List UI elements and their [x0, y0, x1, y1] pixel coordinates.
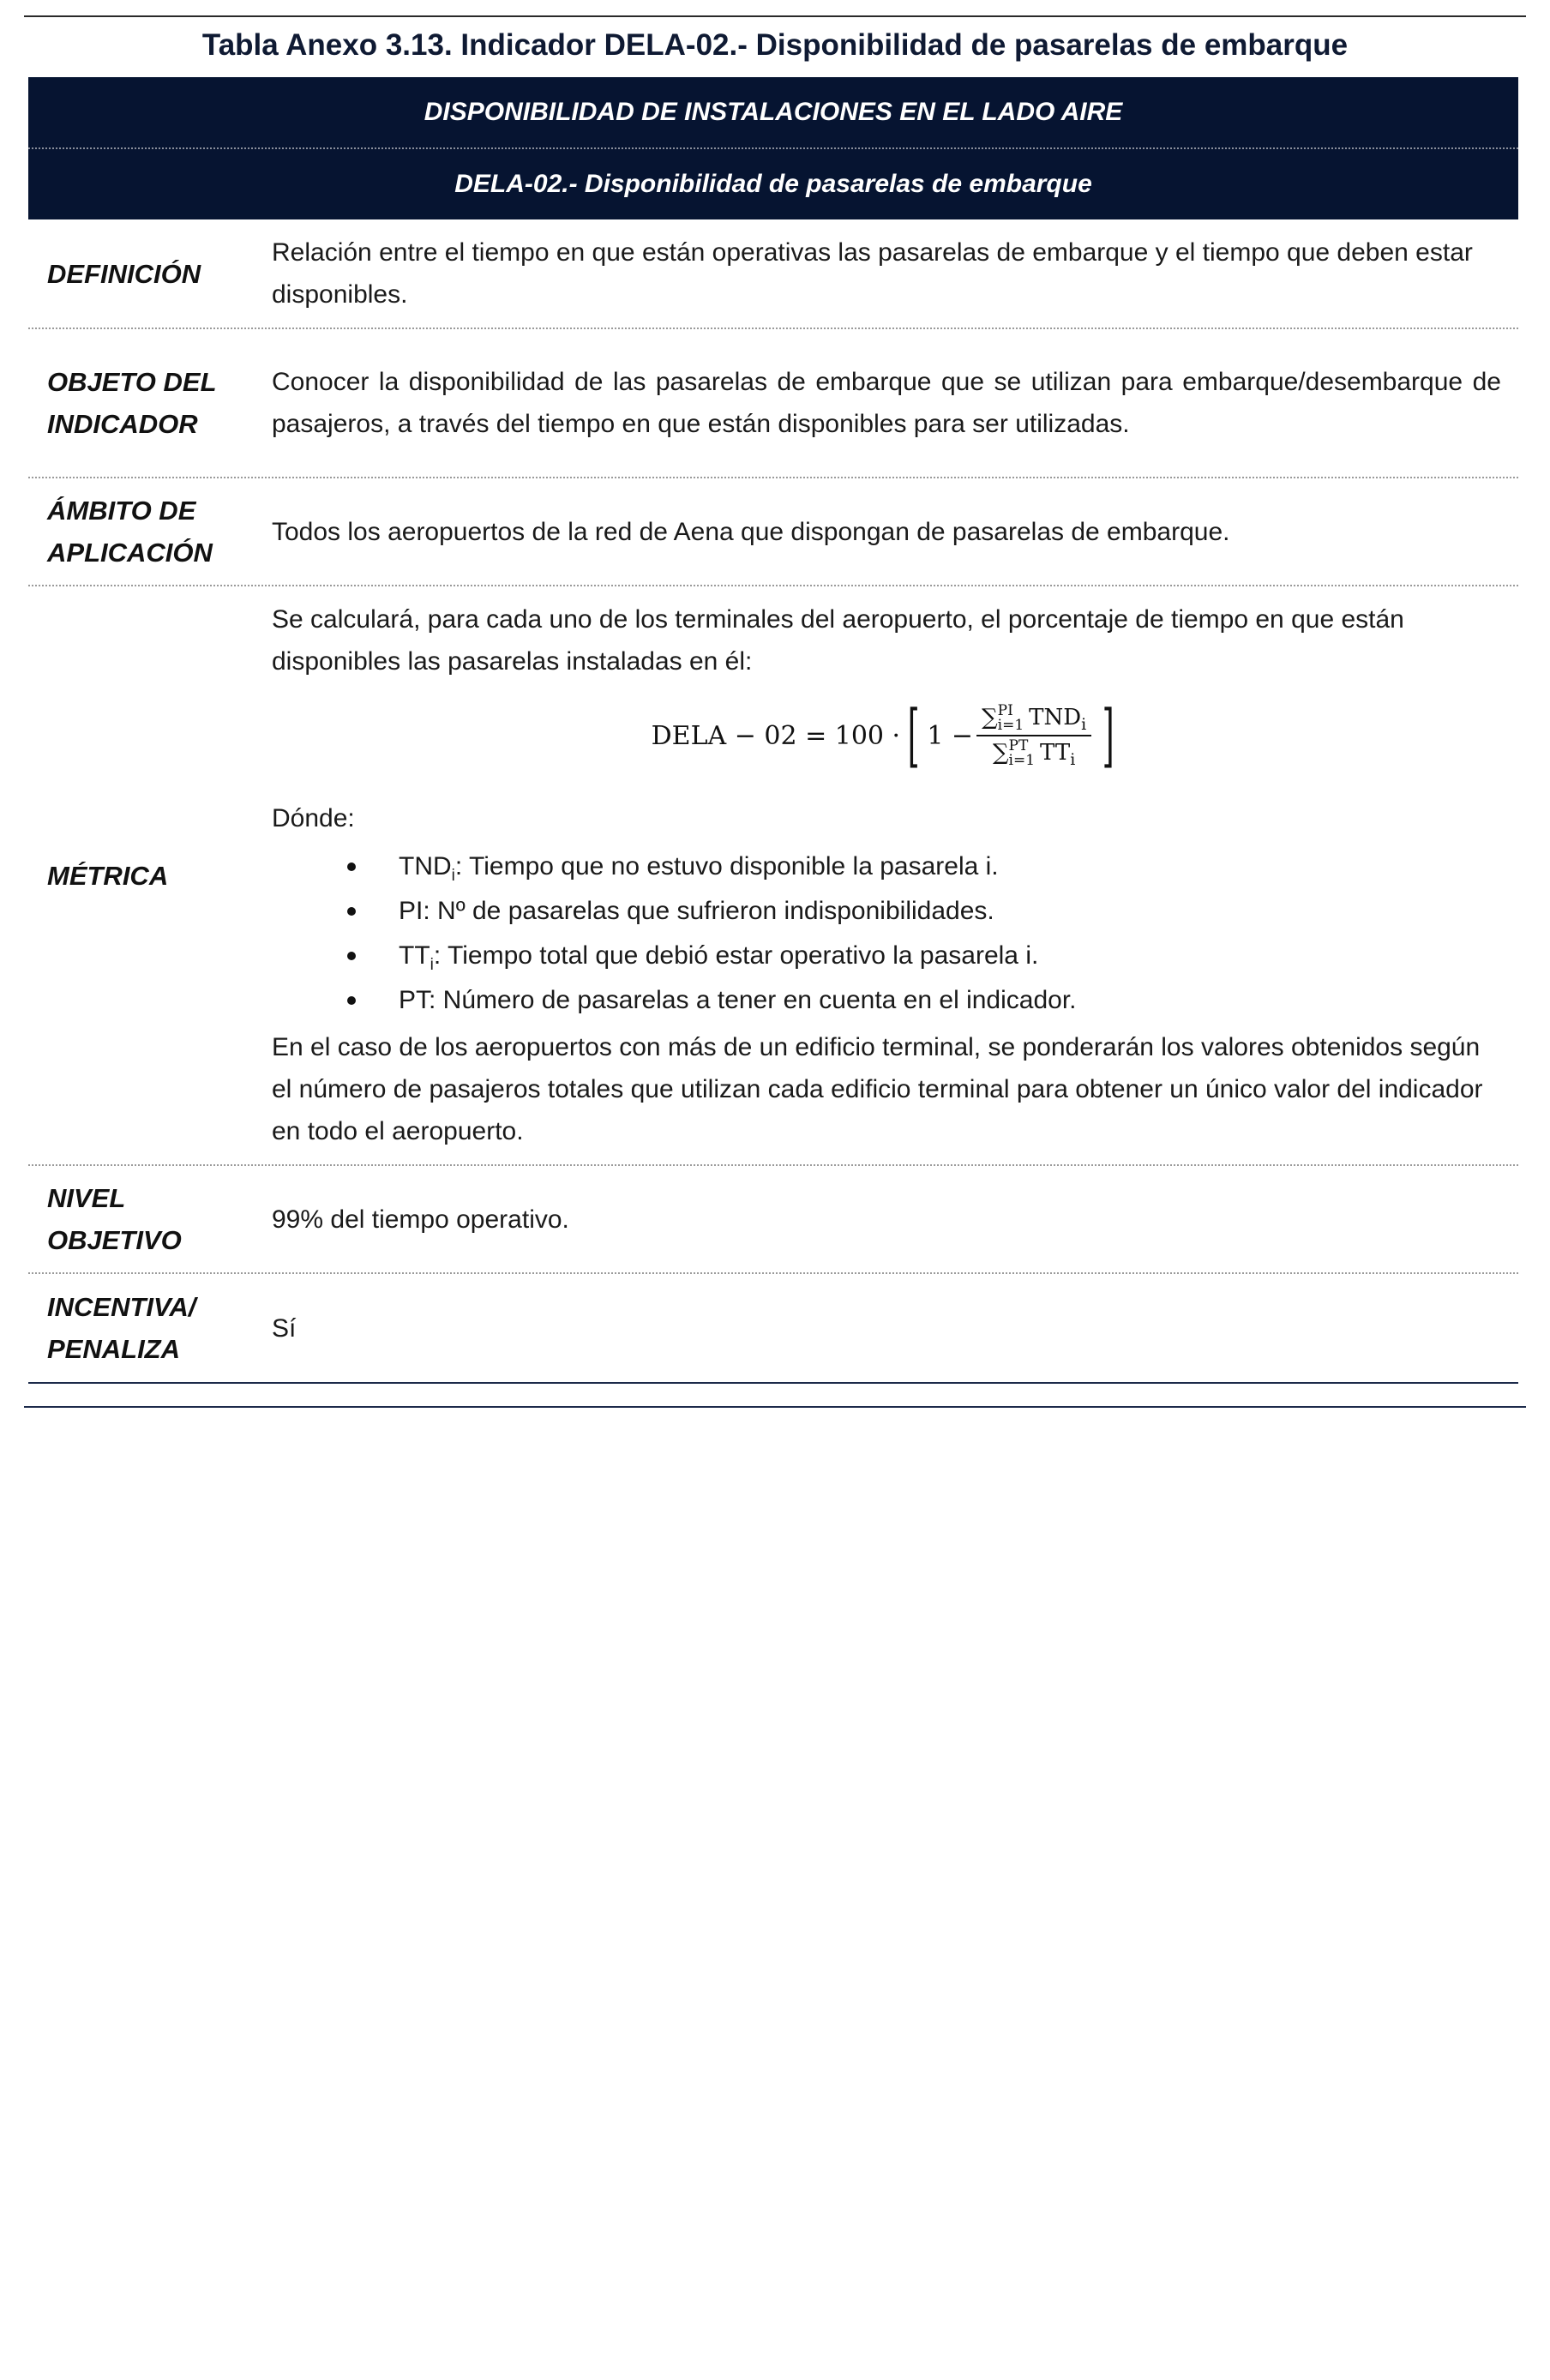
- row-definicion: [28, 219, 1518, 329]
- bullet-icon: [347, 907, 356, 916]
- metrica-closing: En el caso de los aeropuertos con más de un edificio terminal, se ponderarán los valores obtenidos según el número de pasajeros totales que utilizan cada edificio terminal para obtener un único valor del indicador en todo el aeropuerto.: [272, 1033, 1483, 1145]
- value-incentiva: [253, 1274, 1518, 1382]
- value-metrica: [253, 586, 1518, 1164]
- definicion-text: Relación entre el tiempo en que están operativas las pasarelas de embarque y el tiempo que deben estar disponibles.: [272, 238, 1473, 309]
- bullet-icon: [347, 952, 356, 960]
- variables-list: [272, 844, 1501, 1023]
- indicator-table: [28, 77, 1518, 1384]
- left-bracket: [: [907, 695, 920, 775]
- row-objeto: [28, 329, 1518, 478]
- label-ambito: ÁMBITO DE APLICACIÓN: [47, 496, 213, 568]
- value-objeto: [253, 329, 1518, 477]
- formula-one-minus: 1 −: [927, 720, 974, 751]
- label-objeto: OBJETO DEL INDICADOR: [47, 367, 217, 439]
- value-definicion: [253, 219, 1518, 328]
- dela-02-formula: [272, 689, 1501, 782]
- formula-numerator: ∑ PI i=1 $TND_i$: [976, 703, 1091, 736]
- row-incentiva: [28, 1274, 1518, 1384]
- right-bracket: ]: [1102, 695, 1114, 775]
- list-item: PT: Número de pasarelas a tener en cuenta en el indicador.: [272, 978, 1501, 1023]
- label-incentiva: INCENTIVA/ PENALIZA: [47, 1292, 196, 1364]
- bullet-icon: [347, 996, 356, 1005]
- nivel-text: 99% del tiempo operativo.: [272, 1205, 569, 1234]
- table-header-category: DISPONIBILIDAD DE INSTALACIONES EN EL LADO AIRE: [28, 77, 1518, 149]
- list-item: $TT_i$: Tiempo total que debió estar operativo la pasarela i.: [272, 934, 1501, 978]
- formula-denominator: ∑ PT i=1 $TT_i$: [992, 737, 1076, 770]
- incentiva-text: Sí: [272, 1313, 297, 1343]
- formula-lhs: DELA − 02 = 100 ·: [651, 720, 901, 751]
- row-metrica: [28, 586, 1518, 1166]
- ambito-text: Todos los aeropuertos de la red de Aena que dispongan de pasarelas de embarque.: [272, 517, 1230, 546]
- label-definicion: DEFINICIÓN: [47, 258, 201, 289]
- value-nivel: [253, 1166, 1518, 1272]
- donde-label: Dónde:: [272, 804, 355, 832]
- value-ambito: [253, 478, 1518, 585]
- formula-fraction: [976, 703, 1091, 768]
- metrica-intro: Se calculará, para cada uno de los terminales del aeropuerto, el porcentaje de tiempo en que están disponibles las pasarelas instaladas en él:: [272, 605, 1404, 676]
- row-nivel: [28, 1166, 1518, 1274]
- label-nivel: NIVEL OBJETIVO: [47, 1183, 182, 1255]
- row-ambito: [28, 478, 1518, 586]
- list-item: $TND_i$: Tiempo que no estuvo disponible la pasarela i.: [272, 844, 1501, 889]
- label-metrica: MÉTRICA: [47, 860, 169, 891]
- table-title: Tabla Anexo 3.13. Indicador DELA-02.- Disponibilidad de pasarelas de embarque: [201, 28, 1349, 62]
- list-item: PI: Nº de pasarelas que sufrieron indisponibilidades.: [272, 889, 1501, 934]
- bullet-icon: [347, 862, 356, 871]
- bottom-rule: [24, 1406, 1526, 1408]
- table-header-indicator: DELA-02.- Disponibilidad de pasarelas de embarque: [28, 149, 1518, 219]
- objeto-text: Conocer la disponibilidad de las pasarelas de embarque que se utilizan para embarque/desembarque de pasajeros, a través del tiempo en que están disponibles para ser utilizadas.: [272, 368, 1501, 438]
